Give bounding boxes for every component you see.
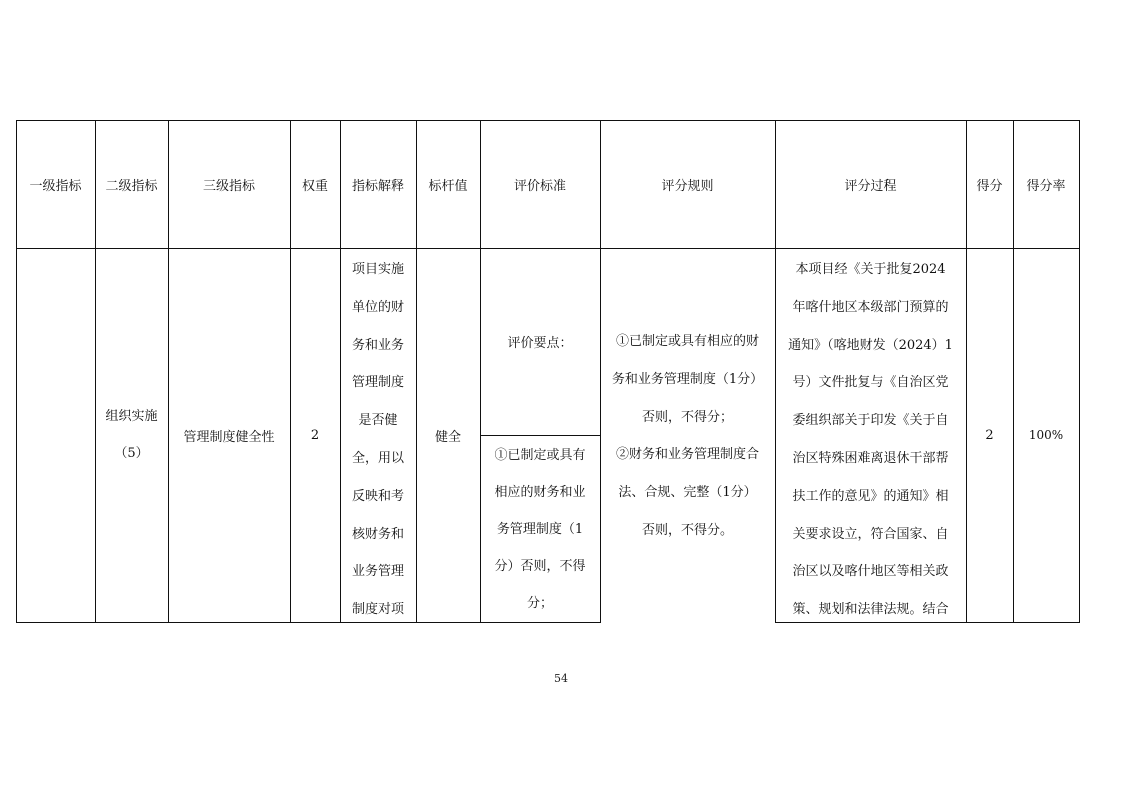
explanation-line: 单位的财 [351, 299, 404, 315]
explanation-line: 项目实施 [351, 262, 404, 277]
criteria-top-cell: 评价要点： [507, 336, 573, 351]
process-line: 治区以及喀什地区等相关政 [792, 564, 949, 580]
col-border-11 [1079, 120, 1080, 623]
rules-line: 法、合规、完整（1分） [618, 485, 757, 501]
header-level3: 三级指标 [202, 178, 255, 194]
header-process: 评分过程 [844, 178, 897, 194]
process-line: 通知》（喀地财发（2024）1 [788, 337, 953, 353]
explanation-line: 管理制度 [351, 375, 404, 391]
process-line: 委组织部关于印发《关于自 [792, 413, 949, 429]
level3-cell: 管理制度健全性 [183, 429, 275, 445]
process-line: 本项目经《关于批复2024 [795, 262, 946, 277]
header-level2: 二级指标 [105, 178, 158, 194]
rules-cell [600, 248, 775, 622]
score-cell: 2 [985, 427, 994, 443]
process-line: 策、规划和法律法规。结合 [792, 602, 949, 618]
header-score: 得分 [976, 178, 1003, 194]
criteria-bottom-cell [480, 435, 600, 622]
process-line: 治区特殊困难离退休干部帮 [792, 450, 949, 466]
criteria-line: 相应的财务和业 [494, 485, 586, 500]
rate-cell: 100% [1028, 428, 1064, 442]
process-cell [775, 248, 966, 622]
header-explanation: 指标解释 [351, 178, 404, 194]
criteria-line: 分； [526, 596, 553, 611]
weight-cell: 2 [310, 427, 320, 443]
rules-line: ①已制定或具有相应的财 [615, 334, 759, 349]
explanation-cell [340, 248, 416, 622]
process-line: 扶工作的意见》的通知》相 [792, 488, 949, 504]
explanation-line: 反映和考 [351, 488, 404, 504]
header-rate: 得分率 [1026, 178, 1066, 194]
process-line: 关要求设立，符合国家、自 [792, 526, 949, 542]
header-rules: 评分规则 [661, 178, 714, 194]
level2-weight: （5） [114, 446, 149, 461]
explanation-line: 核财务和 [351, 526, 404, 542]
level2-name: 组织实施 [105, 409, 158, 424]
explanation-line: 制度对项 [351, 602, 404, 618]
header-benchmark: 标杆值 [428, 178, 468, 194]
explanation-line: 业务管理 [351, 564, 404, 580]
table-bottom-border-left [16, 622, 600, 623]
criteria-line: ①已制定或具有 [494, 448, 586, 463]
rules-line: 否则，不得分。 [641, 522, 733, 538]
level1-cell [16, 248, 95, 622]
process-line: 年喀什地区本级部门预算的 [792, 299, 949, 315]
rules-line: 否则，不得分； [641, 409, 733, 425]
process-line: 号）文件批复与《自治区党 [792, 375, 949, 391]
criteria-line: 务管理制度（1 [496, 522, 584, 537]
criteria-line: 分）否则，不得 [494, 559, 586, 574]
rules-line: 务和业务管理制度（1分） [611, 371, 764, 387]
level2-cell [95, 248, 168, 622]
benchmark-cell: 健全 [434, 429, 461, 445]
page-number: 54 [554, 672, 568, 685]
rules-line: ②财务和业务管理制度合 [615, 447, 759, 463]
explanation-line: 务和业务 [351, 337, 404, 353]
header-weight: 权重 [301, 178, 328, 194]
header-criteria: 评价标准 [513, 178, 566, 194]
explanation-line: 是否健 [358, 413, 398, 429]
explanation-line: 全，用以 [351, 450, 404, 466]
header-level1: 一级指标 [29, 178, 82, 194]
